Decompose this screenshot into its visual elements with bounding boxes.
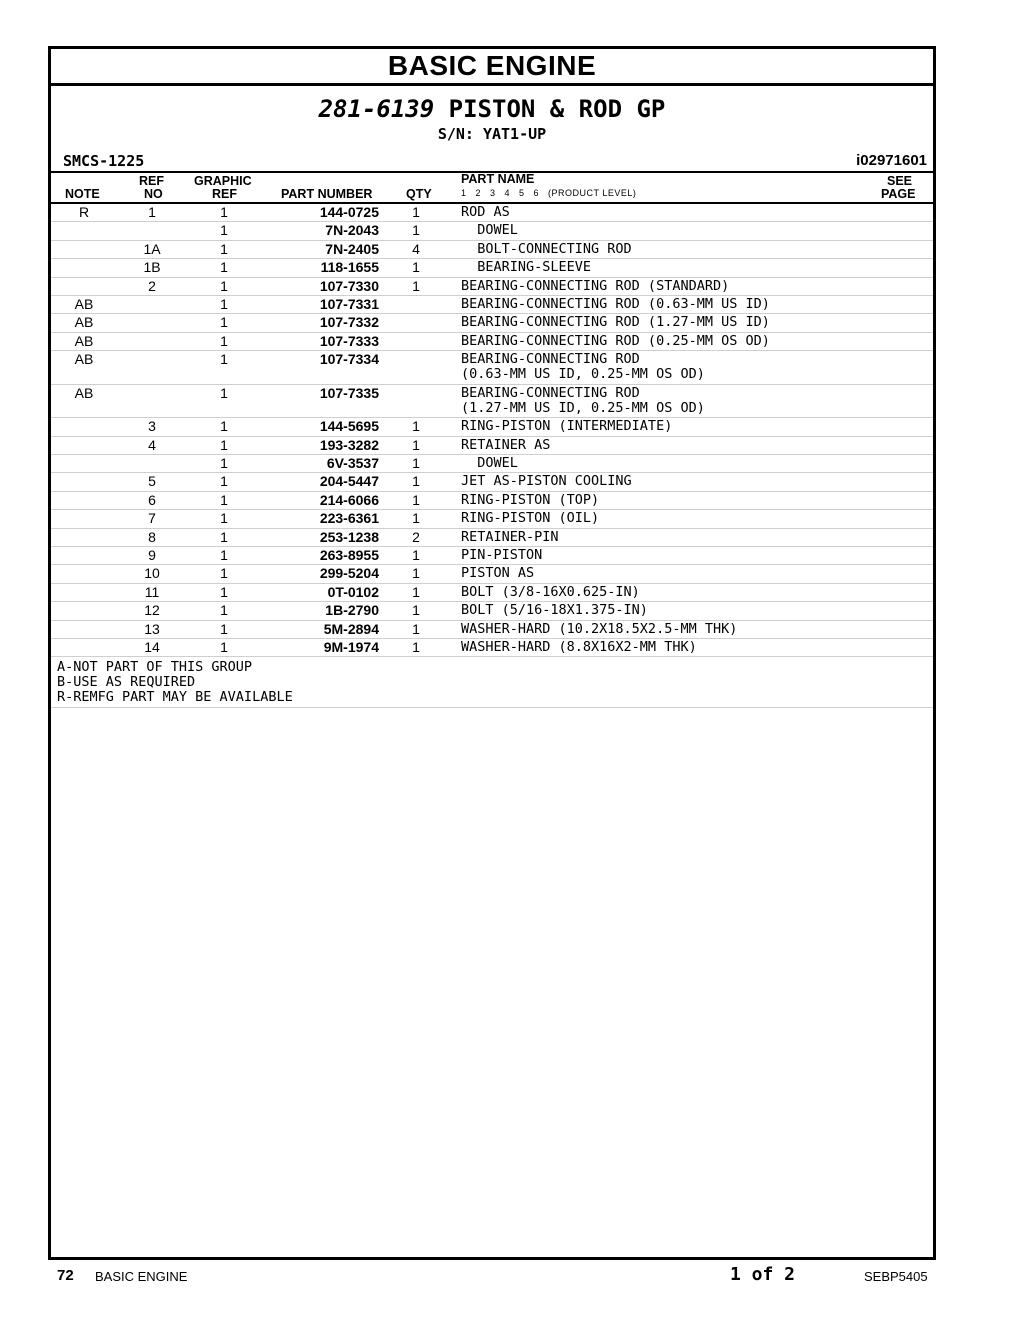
row-part-number: 107-7330 <box>319 277 379 294</box>
table-row <box>51 602 933 620</box>
row-ref-no: 10 <box>144 565 160 582</box>
table-row <box>51 547 933 565</box>
row-part-number: 118-1655 <box>320 259 379 276</box>
row-part-number: 107-7332 <box>319 314 379 331</box>
table-row <box>51 296 933 314</box>
row-graphic-ref: 1 <box>220 639 228 655</box>
row-graphic-ref: 1 <box>220 204 228 220</box>
smcs-code: SMCS-1225 <box>63 152 145 170</box>
row-part-number: 144-5695 <box>319 418 379 435</box>
col-ref-bottom: NO <box>144 187 163 201</box>
row-ref-no: 2 <box>148 277 156 294</box>
row-part-number: 9M-1974 <box>323 639 379 655</box>
row-graphic-ref: 1 <box>220 547 228 564</box>
row-part-number: 214-6066 <box>319 491 379 508</box>
notes-block <box>51 657 933 708</box>
row-qty: 1 <box>412 510 420 527</box>
row-qty: 1 <box>412 222 420 239</box>
page-footer <box>0 1266 1020 1288</box>
row-qty: 1 <box>412 277 420 294</box>
row-qty: 1 <box>412 455 420 472</box>
row-qty: 2 <box>412 528 420 545</box>
note-r: R-REMFG PART MAY BE AVAILABLE <box>57 689 293 706</box>
row-graphic-ref: 1 <box>220 455 228 472</box>
row-ref-no: 14 <box>144 639 160 655</box>
table-row <box>51 278 933 296</box>
table-row <box>51 473 933 491</box>
publication-number: SEBP5405 <box>864 1269 928 1284</box>
row-part-number: 144-0725 <box>319 204 379 220</box>
row-part-name: BEARING-CONNECTING ROD (0.25-MM OS OD) <box>461 332 770 349</box>
group-title <box>51 95 933 123</box>
note-a: A-NOT PART OF THIS GROUP <box>57 659 253 676</box>
row-ref-no: 7 <box>148 510 156 527</box>
parts-page-frame <box>48 46 936 1260</box>
row-graphic-ref: 1 <box>220 473 228 490</box>
col-qty: QTY <box>406 187 432 201</box>
row-graphic-ref: 1 <box>220 583 228 600</box>
row-qty: 4 <box>412 240 420 257</box>
page-of: 1 of 2 <box>730 1264 796 1285</box>
row-qty: 1 <box>412 547 420 564</box>
row-qty: 1 <box>412 639 420 655</box>
group-name: PISTON & ROD GP <box>448 95 666 123</box>
row-graphic-ref: 1 <box>220 332 228 349</box>
row-part-name: BEARING-CONNECTING ROD (1.27-MM US ID) <box>461 314 770 331</box>
row-part-name: RING-PISTON (TOP) <box>461 491 600 508</box>
row-ref-no: 4 <box>148 436 156 453</box>
col-graphic-top: GRAPHIC <box>194 174 252 188</box>
row-graphic-ref: 1 <box>220 314 228 331</box>
col-part-number: PART NUMBER <box>281 187 373 201</box>
row-part-number: 7N-2043 <box>325 222 379 239</box>
row-qty: 1 <box>412 204 420 220</box>
row-part-number: 1B-2790 <box>325 602 379 619</box>
row-ref-no: 11 <box>144 583 160 600</box>
row-part-name: BOLT (5/16-18X1.375-IN) <box>461 602 648 619</box>
col-note: NOTE <box>65 187 100 201</box>
row-part-number: 107-7335 <box>319 384 379 401</box>
section-title: BASIC ENGINE <box>51 49 933 86</box>
row-ref-no: 5 <box>148 473 156 490</box>
col-part-name: PART NAME <box>461 172 535 186</box>
table-row <box>51 314 933 332</box>
table-row <box>51 584 933 602</box>
row-qty: 1 <box>412 602 420 619</box>
row-part-name: WASHER-HARD (10.2X18.5X2.5-MM THK) <box>461 620 738 637</box>
row-part-name: BOLT-CONNECTING ROD <box>461 240 632 257</box>
row-part-number: 0T-0102 <box>327 583 379 600</box>
table-row <box>51 492 933 510</box>
serial-number: S/N: YAT1-UP <box>437 125 547 143</box>
row-graphic-ref: 1 <box>220 491 228 508</box>
table-row <box>51 565 933 583</box>
table-row <box>51 259 933 277</box>
row-part-name: BEARING-CONNECTING ROD (0.63-MM US ID) <box>461 295 770 312</box>
note-b: B-USE AS REQUIRED <box>57 674 196 691</box>
row-note: AB <box>74 384 94 401</box>
col-graphic-bottom: REF <box>212 187 237 201</box>
row-graphic-ref: 1 <box>220 384 228 401</box>
row-graphic-ref: 1 <box>220 528 228 545</box>
row-qty: 1 <box>412 565 420 582</box>
col-see-top: SEE <box>887 174 913 188</box>
row-part-name: BEARING-SLEEVE <box>461 259 592 276</box>
table-row <box>51 455 933 473</box>
row-note: AB <box>74 295 94 312</box>
row-part-number: 299-5204 <box>319 565 379 582</box>
row-part-number: 223-6361 <box>319 510 379 527</box>
row-part-name: BEARING-CONNECTING ROD (STANDARD) <box>461 277 730 294</box>
row-qty: 1 <box>412 620 420 637</box>
row-note: AB <box>74 314 94 331</box>
row-graphic-ref: 1 <box>220 510 228 527</box>
col-see-bottom: PAGE <box>881 187 916 201</box>
row-qty: 1 <box>412 583 420 600</box>
footer-section: BASIC ENGINE <box>95 1269 188 1284</box>
row-ref-no: 8 <box>148 528 156 545</box>
row-note: R <box>78 204 90 220</box>
illustration-id: i02971601 <box>856 152 927 169</box>
row-qty: 1 <box>412 418 420 435</box>
table-row <box>51 437 933 455</box>
row-qty: 1 <box>412 259 420 276</box>
row-part-number: 263-8955 <box>319 547 379 564</box>
table-row <box>51 529 933 547</box>
row-part-name: RETAINER-PIN <box>461 528 559 545</box>
row-ref-no: 9 <box>148 547 156 564</box>
group-header <box>51 86 933 173</box>
table-row <box>51 510 933 528</box>
row-qty: 1 <box>412 436 420 453</box>
table-row <box>51 333 933 351</box>
table-row <box>51 621 933 639</box>
row-graphic-ref: 1 <box>220 295 228 312</box>
row-graphic-ref: 1 <box>220 222 228 239</box>
row-part-number: 204-5447 <box>319 473 379 490</box>
row-part-name: RETAINER AS <box>461 436 551 453</box>
row-note: AB <box>74 351 94 368</box>
parts-list <box>51 204 933 657</box>
col-product-levels: 1 2 3 4 5 6 (PRODUCT LEVEL) <box>461 188 637 198</box>
row-part-name: PIN-PISTON <box>461 547 543 564</box>
row-part-name: BEARING-CONNECTING ROD (0.63-MM US ID, 0.25-MM OS OD) <box>461 351 705 383</box>
row-part-number: 107-7331 <box>319 295 379 312</box>
row-graphic-ref: 1 <box>220 351 228 368</box>
row-ref-no: 3 <box>148 418 156 435</box>
row-part-number: 253-1238 <box>319 528 379 545</box>
row-ref-no: 13 <box>144 620 160 637</box>
table-row <box>51 241 933 259</box>
row-part-number: 107-7334 <box>319 351 379 368</box>
table-row <box>51 351 933 385</box>
row-graphic-ref: 1 <box>220 277 228 294</box>
col-ref-top: REF <box>139 174 164 188</box>
row-part-number: 107-7333 <box>319 332 379 349</box>
row-graphic-ref: 1 <box>220 565 228 582</box>
table-row <box>51 639 933 657</box>
row-graphic-ref: 1 <box>220 418 228 435</box>
row-graphic-ref: 1 <box>220 620 228 637</box>
column-headers <box>51 173 933 204</box>
row-note: AB <box>74 332 94 349</box>
row-part-name: BEARING-CONNECTING ROD (1.27-MM US ID, 0.25-MM OS OD) <box>461 384 705 416</box>
row-part-number: 7N-2405 <box>325 240 379 257</box>
row-part-name: PISTON AS <box>461 565 535 582</box>
row-part-name: DOWEL <box>461 222 518 239</box>
row-part-name: WASHER-HARD (8.8X16X2-MM THK) <box>461 639 697 655</box>
row-graphic-ref: 1 <box>220 259 228 276</box>
row-graphic-ref: 1 <box>220 602 228 619</box>
row-graphic-ref: 1 <box>220 240 228 257</box>
row-ref-no: 1B <box>143 259 161 276</box>
row-part-number: 6V-3537 <box>326 455 379 472</box>
page-number: 72 <box>57 1267 74 1284</box>
table-row <box>51 204 933 222</box>
row-ref-no: 6 <box>148 491 156 508</box>
row-ref-no: 12 <box>144 602 160 619</box>
row-graphic-ref: 1 <box>220 436 228 453</box>
row-part-name: JET AS-PISTON COOLING <box>461 473 632 490</box>
table-row <box>51 385 933 419</box>
table-row <box>51 222 933 240</box>
table-row <box>51 418 933 436</box>
row-ref-no: 1A <box>143 240 161 257</box>
row-part-name: ROD AS <box>461 204 510 220</box>
group-number: 281-6139 <box>318 95 435 123</box>
row-qty: 1 <box>412 473 420 490</box>
row-part-number: 5M-2894 <box>323 620 379 637</box>
row-part-number: 193-3282 <box>319 436 379 453</box>
row-part-name: BOLT (3/8-16X0.625-IN) <box>461 583 640 600</box>
row-part-name: RING-PISTON (INTERMEDIATE) <box>461 418 673 435</box>
row-part-name: DOWEL <box>461 455 518 472</box>
row-part-name: RING-PISTON (OIL) <box>461 510 600 527</box>
row-ref-no: 1 <box>148 204 156 220</box>
row-qty: 1 <box>412 491 420 508</box>
